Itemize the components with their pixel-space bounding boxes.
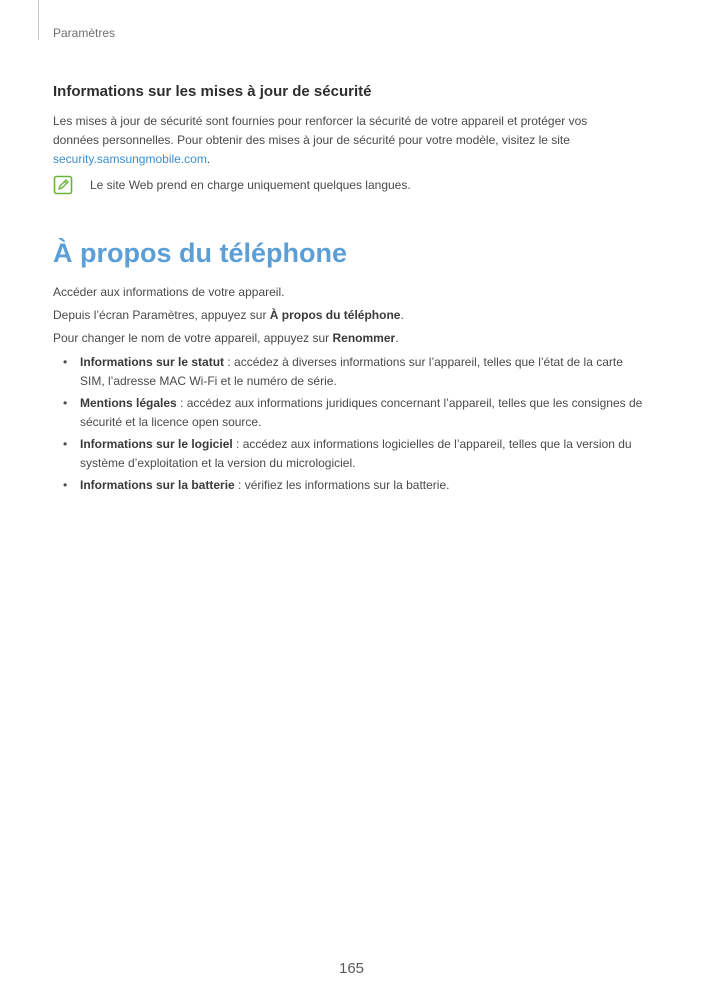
rename-option-label: Renommer (332, 331, 396, 345)
language-note (53, 175, 411, 195)
about-instruction-suffix: . (400, 308, 404, 322)
bullet-icon: • (63, 437, 68, 451)
rename-instruction-suffix: . (395, 331, 399, 345)
rename-instruction-prefix: Pour changer le nom de votre appareil, appuyez sur (53, 331, 333, 345)
about-instruction (53, 306, 404, 325)
security-updates-text: Les mises à jour de sécurité sont fournies pour renforcer la sécurité de votre appareil et protéger vos données personnelles. Pour obtenir des mises à jour de sécurité pour votre modèle, visitez le site (53, 114, 588, 147)
security-updates-paragraph (53, 112, 633, 169)
list-item-term: Informations sur le logiciel (80, 437, 233, 451)
list-item-legal-notices (53, 394, 648, 432)
page-number: 165 (338, 960, 365, 977)
language-note-text: Le site Web prend en charge uniquement quelques langues. (90, 177, 411, 192)
about-info-list (53, 353, 648, 498)
list-item-term: Informations sur le statut (80, 355, 225, 369)
note-pencil-icon (53, 175, 73, 195)
header-divider (38, 0, 39, 40)
list-item-battery-info (53, 476, 648, 495)
header-section-label: Paramètres (53, 26, 116, 40)
bullet-icon: • (63, 396, 68, 410)
list-item-term: Mentions légales (80, 396, 177, 410)
security-site-link[interactable]: security.samsungmobile.com (53, 152, 207, 166)
security-updates-heading: Informations sur les mises à jour de sécurité (53, 83, 372, 100)
list-item-text: : accédez aux informations logicielles de l’appareil, telles que la version du système d’exploitation et la version du micrologiciel. (80, 437, 632, 470)
list-item-software-info (53, 435, 648, 473)
list-item-status-info (53, 353, 648, 391)
rename-instruction (53, 329, 399, 348)
list-item-term: Informations sur la batterie (80, 478, 235, 492)
security-updates-text-end: . (206, 152, 211, 166)
about-phone-menu-label: À propos du téléphone (269, 308, 401, 322)
page-title: À propos du téléphone (53, 238, 347, 268)
bullet-icon: • (63, 355, 68, 369)
bullet-icon: • (63, 478, 68, 492)
about-instruction-prefix: Depuis l’écran Paramètres, appuyez sur (53, 308, 270, 322)
list-item-text: : accédez à diverses informations sur l’appareil, telles que l’état de la carte SIM, l’adresse MAC Wi-Fi et le numéro de série. (80, 355, 623, 388)
list-item-text: : accédez aux informations juridiques concernant l’appareil, telles que les consignes de sécurité et la licence open source. (80, 396, 643, 429)
about-intro: Accéder aux informations de votre appareil. (53, 285, 285, 299)
list-item-text: : vérifiez les informations sur la batterie. (234, 478, 450, 492)
